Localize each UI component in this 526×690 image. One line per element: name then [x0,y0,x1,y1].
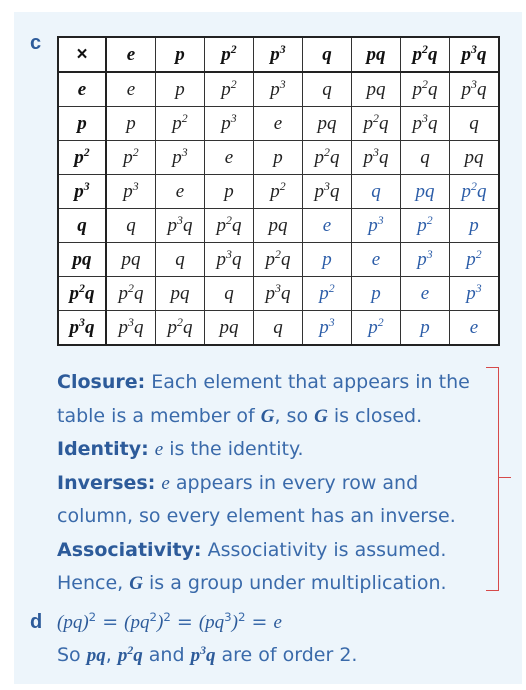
table-row [58,72,499,107]
table-cell: $p^3$ [303,311,352,346]
table-cell: e [401,277,450,311]
table-row [58,175,499,209]
table-cell: $p^2q$ [303,141,352,175]
table-cell: $p^3q$ [401,107,450,141]
table-cell: q [254,311,303,346]
table-cell: $p^2$ [254,175,303,209]
associativity-label: Associativity: [57,538,202,561]
table-cell: $p^3q$ [156,209,205,243]
column-header: pq [352,37,401,72]
identity-symbol: e [154,439,164,460]
table-cell: $p^2q$ [450,175,500,209]
table-cell: $p^2$ [205,72,254,107]
inverses-line-2 [57,500,497,534]
conclusion-text-a: Hence, [57,572,124,594]
table-cell: p [401,311,450,346]
closure-text-2b: , so [274,404,309,427]
inverses-text-1: appears in every row and [175,471,419,494]
closure-text-2a: table is a member of [57,404,255,427]
inverses-text-2: column, so every element has an inverse. [57,505,456,527]
identity-text: is the identity. [169,438,304,460]
table-cell: $p^3q$ [205,243,254,277]
table-cell: $p^3$ [401,243,450,277]
table-cell: $p^2q$ [205,209,254,243]
group-symbol: G [314,405,328,427]
column-header: $p^3$ [254,37,303,72]
table-cell: pq [401,175,450,209]
row-header: pq [58,243,106,277]
table-cell: e [106,72,156,107]
table-cell: $p^3q$ [303,175,352,209]
and-text: and [148,644,185,666]
table-cell: pq [303,107,352,141]
closure-text-2c: is closed. [333,404,423,427]
row-header: e [58,72,106,107]
table-cell: $p^2q$ [401,72,450,107]
inverses-symbol: e [161,472,170,494]
row-header: $p^3$ [58,175,106,209]
table-cell: q [450,107,500,141]
table-cell: $p^2q$ [156,311,205,346]
table-cell: p [352,277,401,311]
table-cell: p [450,209,500,243]
bracket-decoration [486,367,499,591]
table-row [58,243,499,277]
table-header-row [58,37,499,72]
identity-line [57,433,497,467]
associativity-line [57,534,497,568]
table-cell: $p^3$ [254,72,303,107]
group-symbol: G [129,573,143,594]
table-cell: $p^2$ [303,277,352,311]
table-row [58,141,499,175]
table-cell: e [254,107,303,141]
table-cell: $p^3q$ [352,141,401,175]
table-cell: $p^3q$ [450,72,500,107]
closure-line-2 [57,400,497,434]
table-cell: q [303,72,352,107]
row-header: p [58,107,106,141]
table-cell: $p^2$ [352,311,401,346]
inverses-line-1 [57,467,497,501]
column-header: $p^2$ [205,37,254,72]
table-cell: q [352,175,401,209]
conclusion-text-b: is a group under multiplication. [149,572,447,594]
inverses-label: Inverses: [57,471,156,494]
part-d-conclusion: So pq, $p^2q$ and $p^3q$ are of order 2. [57,643,358,666]
closure-label: Closure: [57,371,146,393]
table-cell: $p^2$ [450,243,500,277]
table-cell: e [156,175,205,209]
table-cell: $p^2$ [401,209,450,243]
bracket-tick [499,477,511,478]
table-cell: $p^2q$ [352,107,401,141]
part-c-explanation [57,366,497,601]
table-cell: e [205,141,254,175]
identity-label: Identity: [57,438,149,460]
table-cell: $p^3$ [205,107,254,141]
column-header: $p^2q$ [401,37,450,72]
table-cell: pq [254,209,303,243]
column-header: e [106,37,156,72]
table-cell: $p^2q$ [254,243,303,277]
table-cell: $p^3q$ [106,311,156,346]
closure-line-1 [57,366,497,400]
so-text: So [57,644,81,666]
row-header: $p^2$ [58,141,106,175]
table-cell: e [352,243,401,277]
table-row [58,311,499,346]
row-header: $p^2q$ [58,277,106,311]
table-cell: q [156,243,205,277]
table-row [58,277,499,311]
table-cell: $p^3$ [352,209,401,243]
group-symbol: G [260,405,275,427]
table-cell: $p^2$ [106,141,156,175]
column-header: p [156,37,205,72]
table-row [58,107,499,141]
part-d-label: d [30,611,43,633]
column-header: $p^3q$ [450,37,500,72]
table-cell: p [156,72,205,107]
table-cell: $p^3$ [156,141,205,175]
conclusion-line [57,567,497,601]
column-header: q [303,37,352,72]
table-cell: $p^3$ [450,277,500,311]
table-cell: p [106,107,156,141]
row-header: $p^3q$ [58,311,106,346]
table-cell: pq [106,243,156,277]
table-row [58,209,499,243]
table-cell: pq [450,141,500,175]
table-corner: × [58,37,106,72]
part-d-answer [57,606,497,672]
table-cell: pq [205,311,254,346]
table-cell: $p^3$ [106,175,156,209]
table-cell: p [205,175,254,209]
table-cell: $p^2q$ [106,277,156,311]
row-header: q [58,209,106,243]
table-cell: $p^3q$ [254,277,303,311]
table-cell: e [450,311,500,346]
order-text: are of order 2. [221,644,358,666]
table-cell: p [303,243,352,277]
table-cell: e [303,209,352,243]
part-c-label: c [30,32,42,54]
cayley-table [57,36,500,346]
part-d-equation: $(pq)^2 = (pq^2)^2 = (pq^3)^2 = e$ [57,609,282,633]
table-cell: pq [352,72,401,107]
table-cell: p [254,141,303,175]
table-cell: $p^2$ [156,107,205,141]
associativity-text: Associativity is assumed. [207,538,447,561]
table-cell: q [205,277,254,311]
closure-text-1: Each element that appears in the [151,371,470,393]
table-cell: q [401,141,450,175]
table-cell: pq [156,277,205,311]
table-cell: q [106,209,156,243]
